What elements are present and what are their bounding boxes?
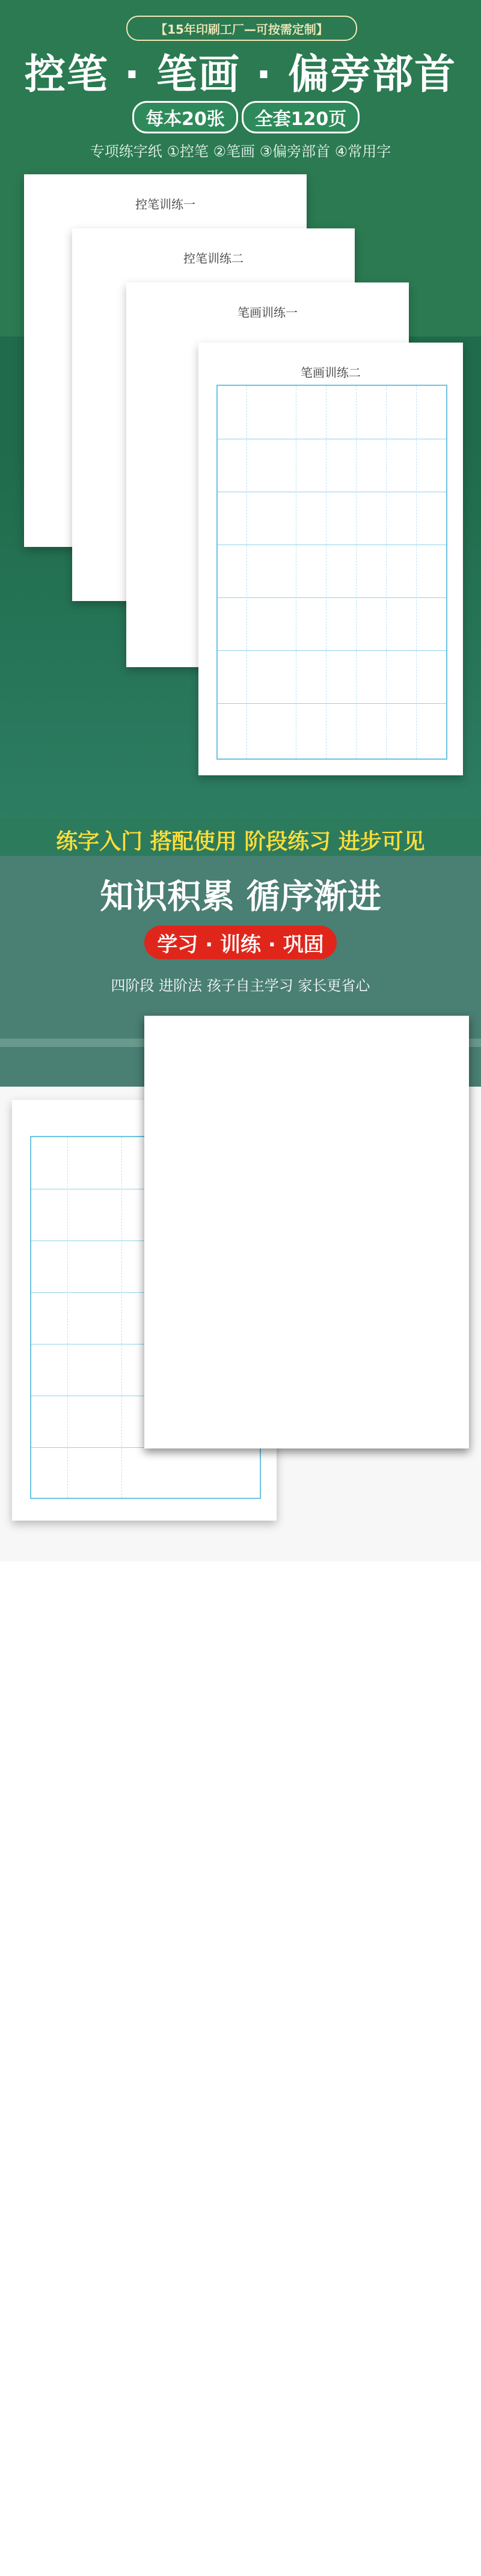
total-pages-badge: 全套120页 (242, 101, 360, 133)
hero-subtitle: 专项练字纸 ①控笔 ②笔画 ③偏旁部首 ④常用字 (90, 143, 391, 160)
factory-banner: 【15年印刷工厂—可按需定制】 (126, 16, 357, 41)
practice-grid (216, 385, 447, 760)
sheet-preview-4 (198, 343, 463, 775)
section-heading: 知识积累 循序渐进 (100, 877, 381, 917)
knowledge-section (0, 856, 481, 1039)
sheet-title: 控笔训练一 (135, 197, 195, 212)
sheet-title: 控笔训练二 (183, 251, 244, 266)
slogan-strap (0, 817, 481, 856)
section-subtitle: 四阶段 进阶法 孩子自主学习 家长更省心 (111, 977, 370, 994)
pages-per-book-badge: 每本20张 (132, 101, 238, 133)
part1-front (144, 1016, 469, 1448)
slogan-text: 练字入门 搭配使用 阶段练习 进步可见 (56, 829, 425, 854)
hero-headline: 控笔 · 笔画 · 偏旁部首 (24, 51, 457, 99)
learn-train-pill: 学习 · 训练 · 巩固 (144, 926, 337, 959)
sheet-title: 笔画训练二 (301, 365, 361, 380)
sheet-title: 笔画训练一 (237, 305, 298, 320)
hero-section (0, 0, 481, 817)
